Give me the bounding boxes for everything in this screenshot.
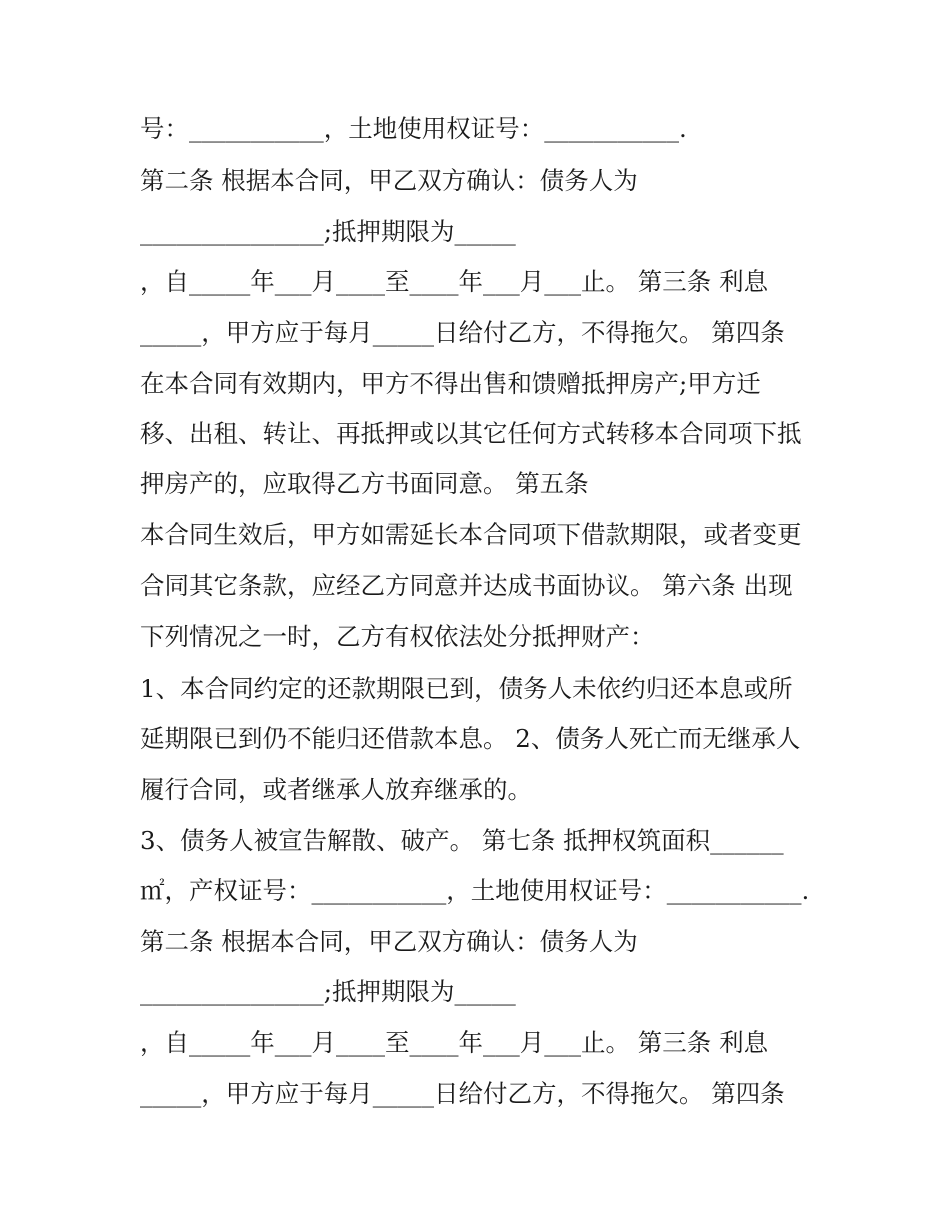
- text-line: 第二条 根据本合同，甲乙双方确认：债务人为: [140, 166, 638, 195]
- text-line: ，自_____年___月____至____年___月___止。 第三条 利息: [140, 267, 769, 296]
- text-line: 号：___________，土地使用权证号：___________.: [140, 114, 687, 143]
- text-line: _______________;抵押期限为_____: [140, 977, 516, 1006]
- text-line: 移、出租、转让、再抵押或以其它任何方式转移本合同项下抵: [140, 419, 802, 448]
- text-line: 本合同生效后，甲方如需延长本合同项下借款期限，或者变更: [140, 520, 802, 549]
- text-line: 押房产的，应取得乙方书面同意。 第五条: [140, 469, 589, 498]
- text-line: _____，甲方应于每月_____日给付乙方，不得拖欠。 第四条: [140, 318, 785, 347]
- text-line: 第二条 根据本合同，甲乙双方确认：债务人为: [140, 927, 638, 956]
- text-line: 3、债务人被宣告解散、破产。 第七条 抵押权筑面积______: [140, 826, 784, 855]
- text-line: 履行合同，或者继承人放弃继承的。: [140, 775, 532, 804]
- text-line: 合同其它条款，应经乙方同意并达成书面协议。 第六条 出现: [140, 571, 793, 600]
- text-line: _______________;抵押期限为_____: [140, 217, 516, 246]
- text-line: ，自_____年___月____至____年___月___止。 第三条 利息: [140, 1028, 769, 1057]
- text-line: 在本合同有效期内，甲方不得出售和馈赠抵押房产;甲方迁: [140, 369, 761, 398]
- text-line: 延期限已到仍不能归还借款本息。 2、债务人死亡而无继承人: [140, 724, 801, 753]
- text-line: _____，甲方应于每月_____日给付乙方，不得拖欠。 第四条: [140, 1079, 785, 1108]
- text-line: ㎡，产权证号：___________，土地使用权证号：___________.: [140, 876, 810, 905]
- text-line: 下列情况之一时，乙方有权依法处分抵押财产：: [140, 622, 655, 651]
- text-line: 1、本合同约定的还款期限已到，债务人未依约归还本息或所: [140, 674, 793, 703]
